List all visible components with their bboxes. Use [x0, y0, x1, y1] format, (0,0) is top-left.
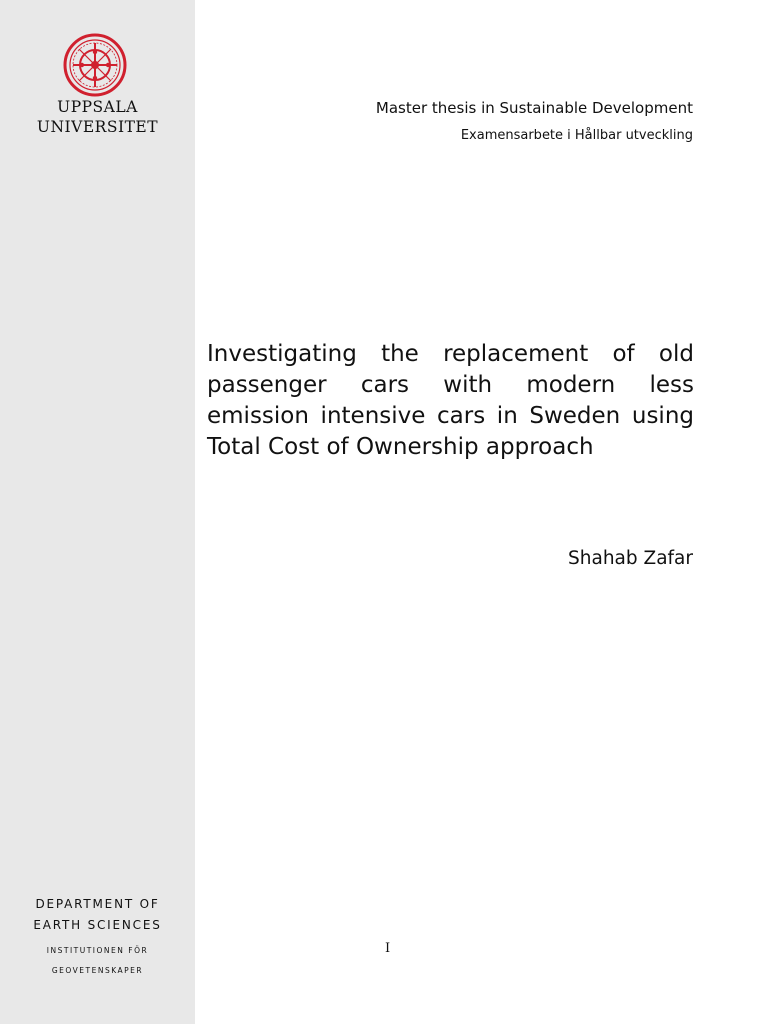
page-number: I: [385, 941, 391, 956]
program-title: Master thesis in Sustainable Development: [375, 99, 693, 117]
institution-line1: INSTITUTIONEN FÖR: [46, 946, 149, 955]
university-seal-icon: [63, 33, 127, 97]
university-name-line1: UPPSALA: [57, 98, 138, 116]
sidebar: [0, 0, 195, 1024]
thesis-title: Investigating the replacement of old passenger cars with modern less emission intensive cars in Sweden using Total Cost of Ownership approach: [207, 341, 694, 460]
department-line2: EARTH SCIENCES: [33, 918, 162, 932]
program-title-swedish: Examensarbete i Hållbar utveckling: [460, 128, 693, 143]
university-name-line2: UNIVERSITET: [36, 118, 159, 136]
institution-line2: GEOVETENSKAPER: [51, 966, 144, 975]
author-name: Shahab Zafar: [568, 548, 693, 569]
department-line1: DEPARTMENT OF: [35, 897, 160, 911]
